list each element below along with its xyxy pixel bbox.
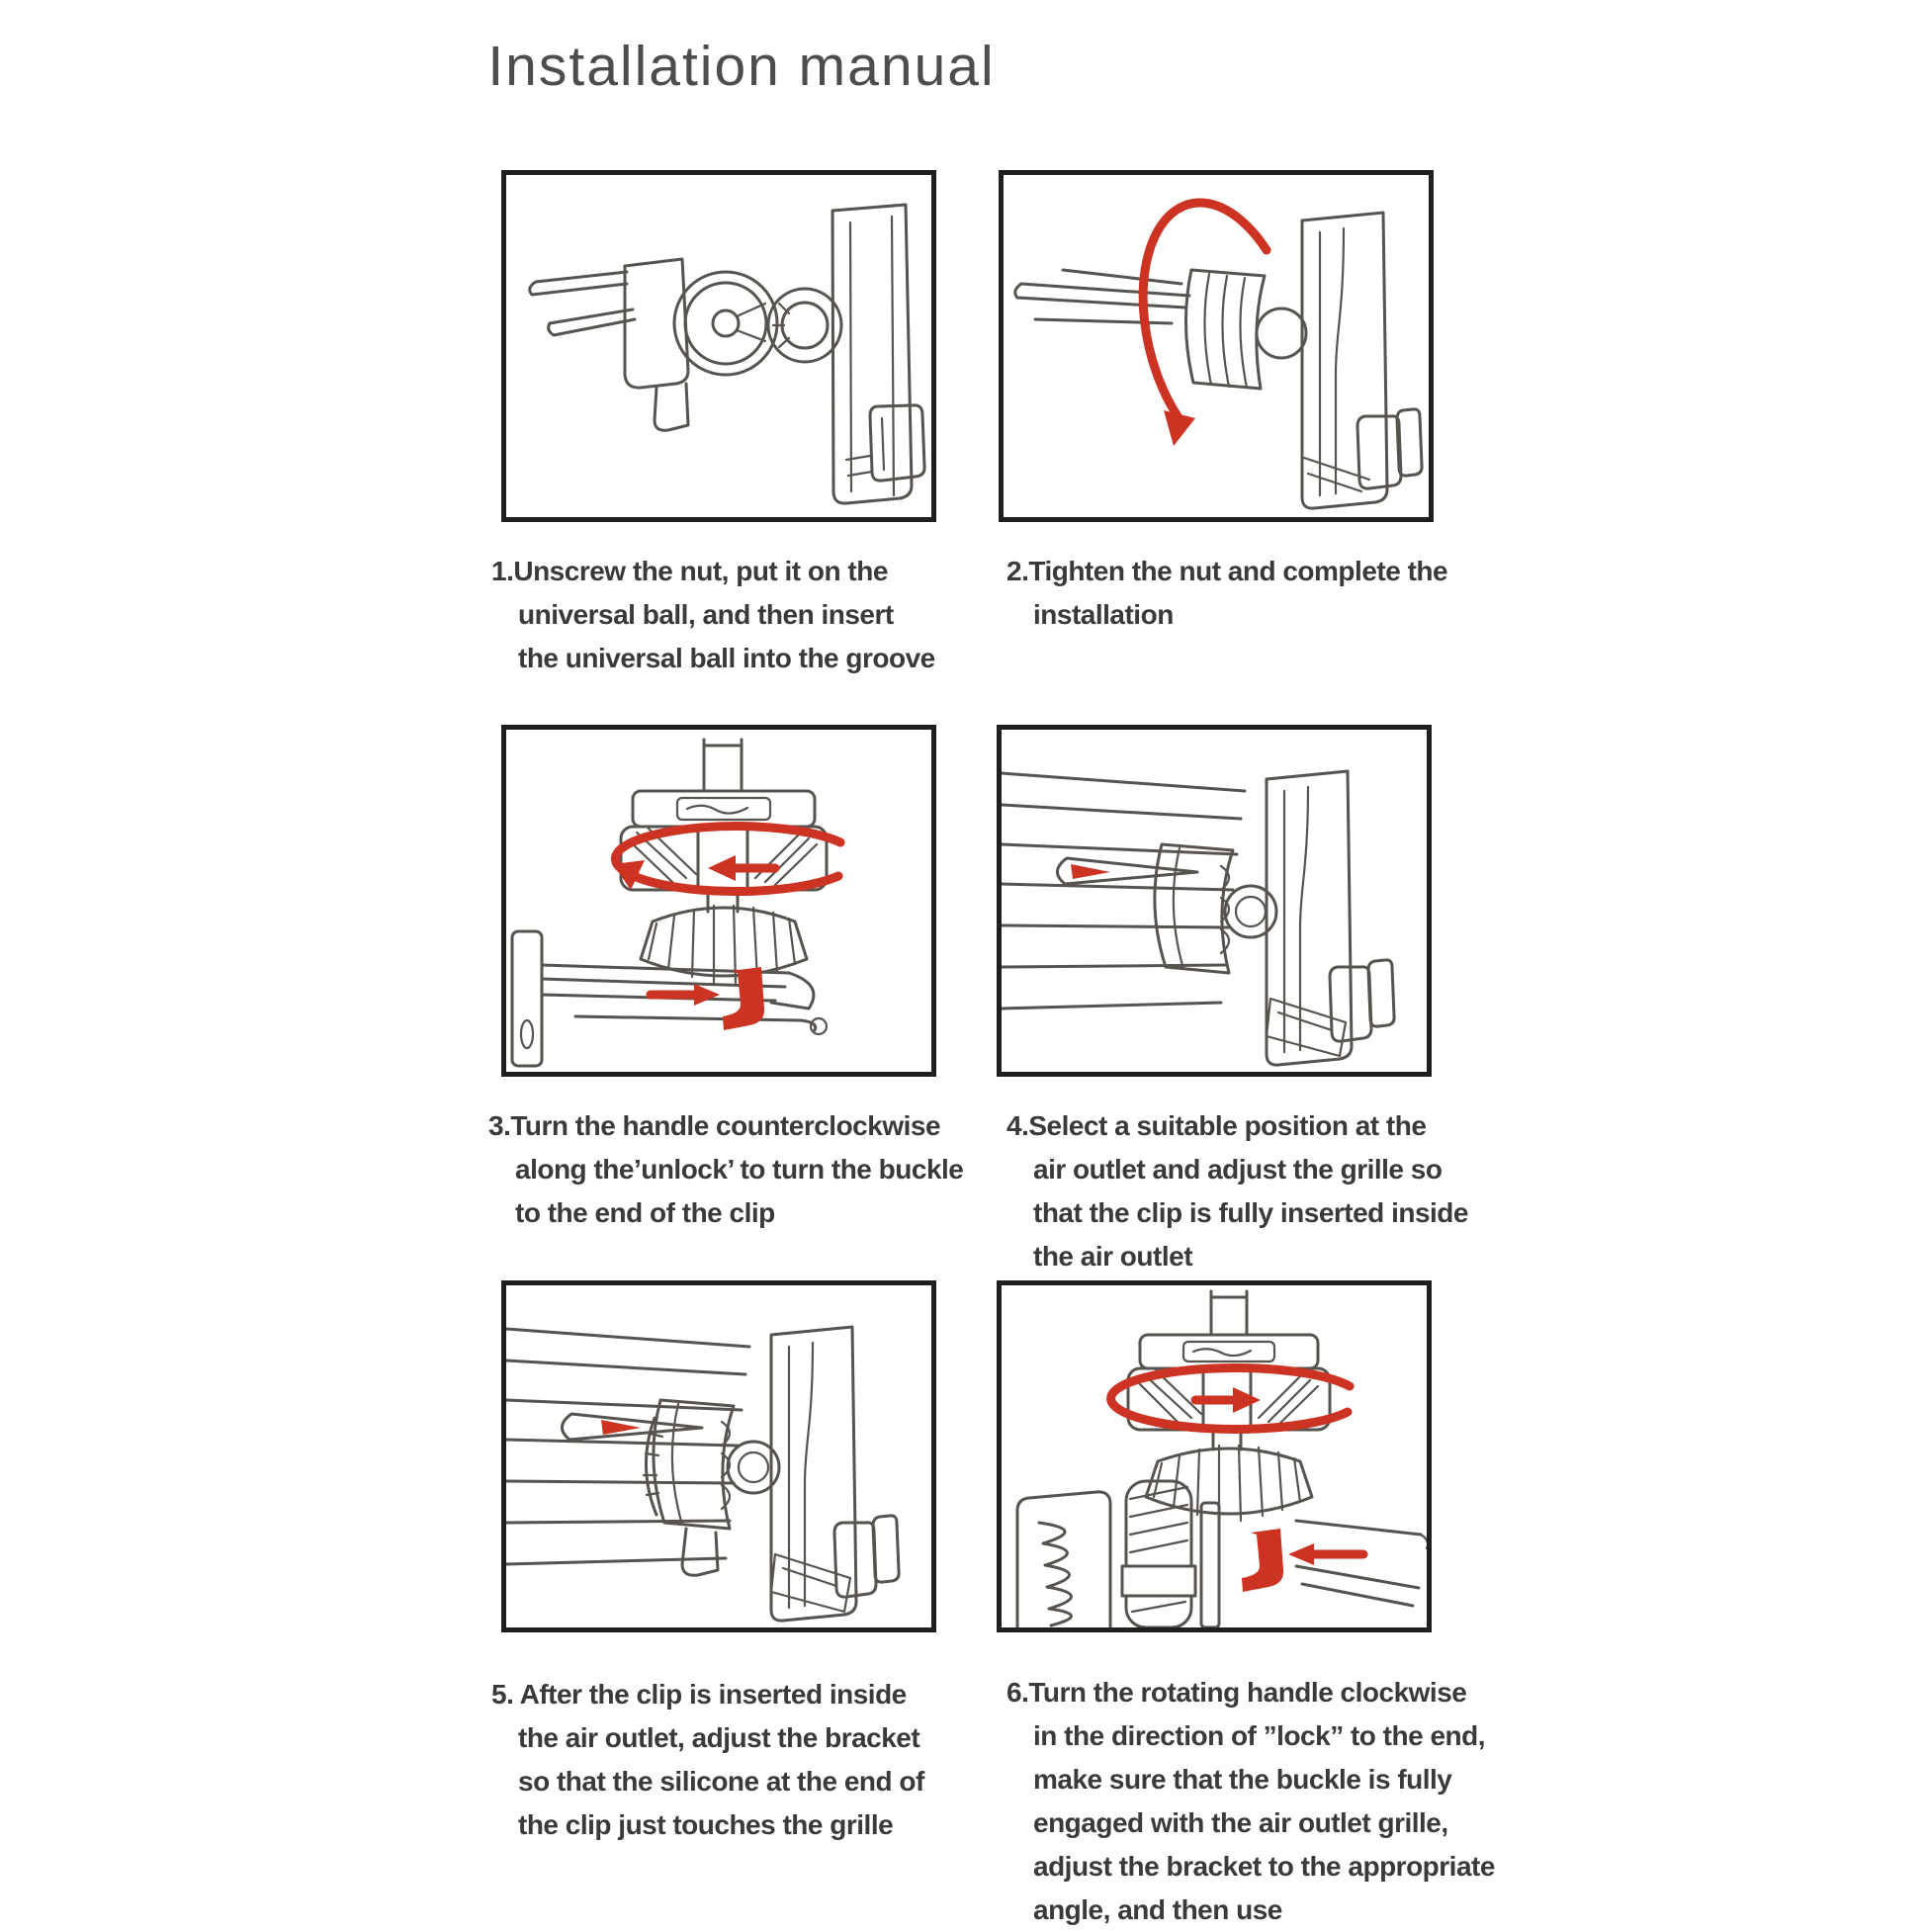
page-title: Installation manual: [487, 35, 996, 98]
caption-line: that the clip is fully inserted inside: [1033, 1197, 1468, 1228]
step-3-caption: [488, 1104, 963, 1235]
caption-line: 2.Tighten the nut and complete the: [1006, 556, 1448, 586]
caption-line: 4.Select a suitable position at the: [1006, 1110, 1427, 1141]
step-3-frame: [501, 725, 936, 1077]
caption-line: to the end of the clip: [515, 1197, 775, 1228]
step-2-caption: [1006, 550, 1447, 637]
caption-line: engaged with the air outlet grille,: [1033, 1807, 1448, 1838]
caption-line: 1.Unscrew the nut, put it on the: [491, 556, 888, 586]
step-5-illustration silicone-touch-grille-icon: [506, 1285, 931, 1627]
step-6-caption: [1006, 1671, 1495, 1932]
caption-line: so that the silicone at the end of: [518, 1766, 924, 1797]
caption-line: the air outlet: [1033, 1241, 1193, 1272]
caption-line: universal ball, and then insert: [518, 599, 894, 630]
step-6-illustration lock-handle-icon: [1002, 1285, 1427, 1627]
step-1-illustration exploded-parts-icon: [506, 175, 931, 517]
step-2-frame: [999, 170, 1434, 522]
step-1-frame: [501, 170, 936, 522]
step-1-caption: [491, 550, 935, 680]
caption-line: make sure that the buckle is fully: [1033, 1764, 1452, 1795]
caption-line: 5. After the clip is inserted inside: [491, 1679, 907, 1710]
buckle-highlight: [1242, 1529, 1283, 1592]
step-4-illustration vent-insert-icon: [1002, 730, 1427, 1072]
caption-line: 6.Turn the rotating handle clockwise: [1006, 1677, 1467, 1708]
buckle-direction-arrow-icon: [1242, 1529, 1363, 1592]
caption-line: along the’unlock’ to turn the buckle: [515, 1154, 964, 1185]
step-3-illustration unlock-handle-icon: [506, 730, 931, 1072]
caption-line: 3.Turn the handle counterclockwise: [488, 1110, 941, 1141]
caption-line: air outlet and adjust the grille so: [1033, 1154, 1443, 1185]
caption-line: installation: [1033, 599, 1174, 630]
caption-line: in the direction of ”lock” to the end,: [1033, 1720, 1486, 1751]
red-position-marker: [1071, 864, 1110, 879]
caption-line: angle, and then use: [1033, 1894, 1282, 1925]
caption-line: the air outlet, adjust the bracket: [518, 1722, 920, 1753]
step-5-caption: [491, 1673, 924, 1847]
caption-line: the universal ball into the groove: [518, 643, 935, 673]
step-6-frame: [997, 1280, 1432, 1632]
caption-line: adjust the bracket to the appropriate: [1033, 1851, 1495, 1882]
step-4-caption: [1006, 1104, 1468, 1278]
step-4-frame: [997, 725, 1432, 1077]
step-2-illustration assembled-mount-icon: [1004, 175, 1429, 517]
caption-line: the clip just touches the grille: [518, 1809, 894, 1840]
step-5-frame: [501, 1280, 936, 1632]
